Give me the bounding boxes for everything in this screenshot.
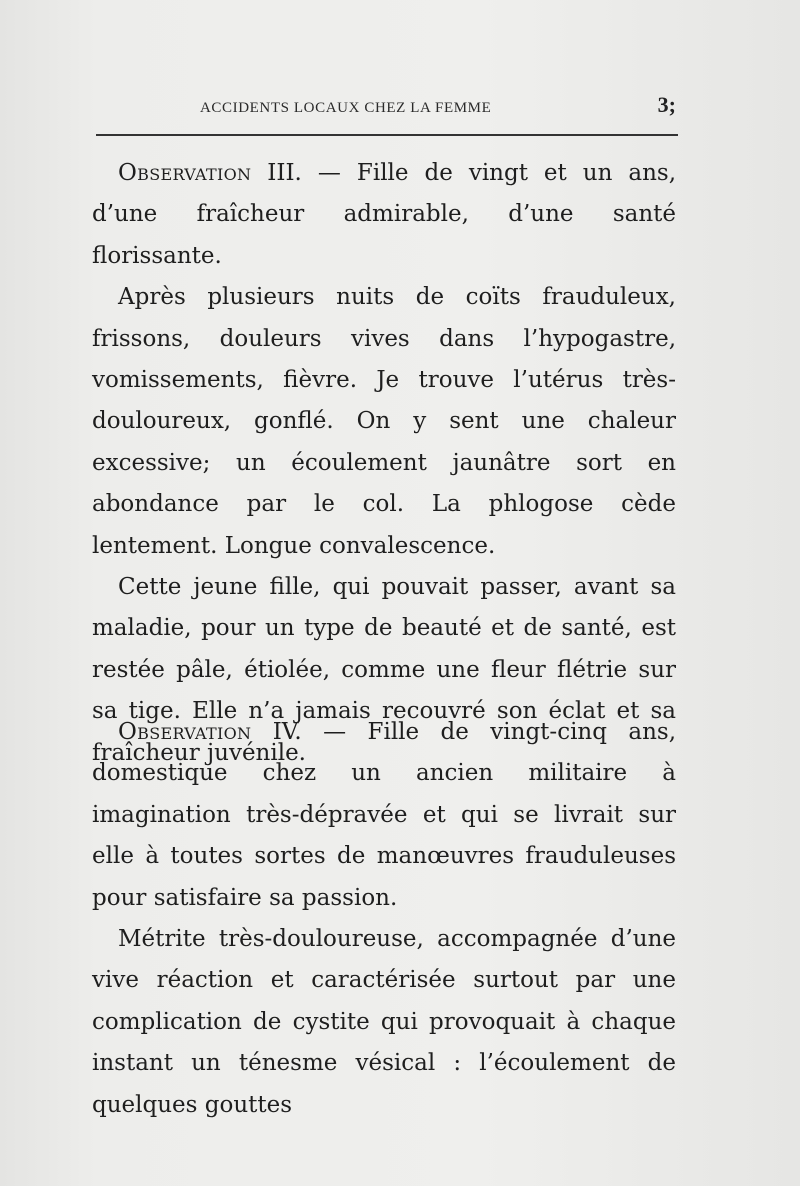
page-number: 3; xyxy=(657,92,676,117)
observation-3-dash: — xyxy=(317,160,341,186)
page-header xyxy=(96,86,678,138)
running-title: ACCIDENTS LOCAUX CHEZ LA FEMME xyxy=(200,100,492,116)
observation-4-number: IV. xyxy=(272,719,302,745)
observation-4-paragraph-2: Métrite très-douloureuse, accompagnée d’une vive réaction et caractérisée surtout par une complication de cystite qui provoquait à chaque instant un ténesme vésical : l’écoulement de quelques gouttes xyxy=(92,926,676,1118)
observation-3 xyxy=(92,153,676,774)
observation-3-paragraph-2: Après plusieurs nuits de coïts frauduleux, frissons, douleurs vives dans l’hypogastre, vomissements, fièvre. Je trouve l’utérus très-douloureux, gonflé. On y sent une chaleur excessive; un écoulement jaunâtre sort en abondance par le col. La phlogose cède lentement. Longue convalescence. xyxy=(92,284,676,559)
observation-3-label: Observation xyxy=(118,160,252,186)
observation-3-paragraph-3: Cette jeune fille, qui pouvait passer, avant sa maladie, pour un type de beauté et de santé, est restée pâle, étiolée, comme une fleur flétrie sur sa tige. Elle n’a jamais recouvré son éclat et sa fraîcheur juvénile. xyxy=(92,574,676,766)
observation-3-opening-paragraph xyxy=(92,153,676,277)
observation-4-opening-paragraph xyxy=(92,712,676,919)
observation-3-number: III. xyxy=(267,160,302,186)
observation-4 xyxy=(92,712,676,1126)
observation-4-label: Observation xyxy=(118,719,252,745)
observation-4-opening-text: Fille de vingt-cinq ans, domestique chez un ancien militaire à imagination très-dépravée et qui se livrait sur elle à toutes sortes de manœuvres frauduleuses pour satisfaire sa passion. xyxy=(92,719,677,911)
observation-4-dash: — xyxy=(323,719,347,745)
header-rule xyxy=(96,134,678,136)
observation-3-opening-text: Fille de vingt et un ans, d’une fraîcheur admirable, d’une santé florissante. xyxy=(92,160,677,269)
